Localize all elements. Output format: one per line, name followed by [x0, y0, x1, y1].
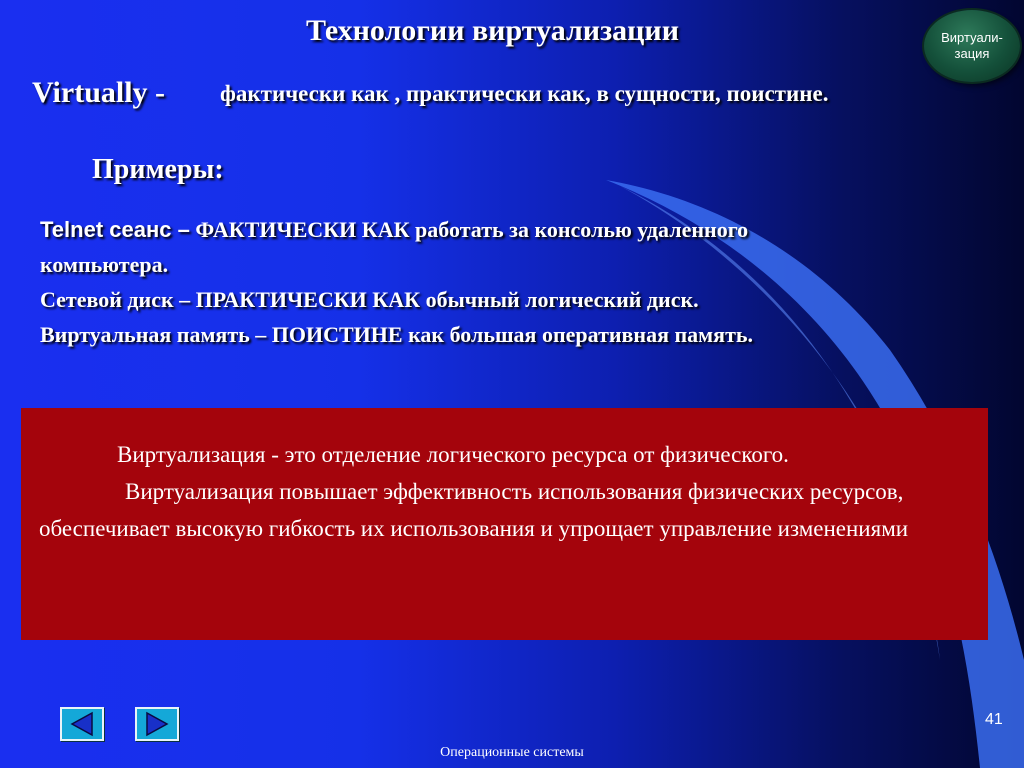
example-telnet-continuation: компьютера. [40, 252, 169, 277]
virtually-meaning: фактически как , практически как, в сущности, поистине. [220, 81, 829, 106]
examples-heading: Примеры: [92, 154, 224, 185]
badge-line-1: Виртуали- [941, 30, 1003, 45]
page-number: 41 [985, 711, 1003, 728]
virtually-term: Virtually - [32, 76, 166, 109]
definition-paragraph-2: Виртуализация повышает эффективность использования физических ресурсов, обеспечивает высокую гибкость их использования и упрощает управление изменениями [39, 479, 909, 541]
examples-list [40, 212, 1000, 352]
slide-title: Технологии виртуализации [305, 14, 679, 47]
example-virtual-memory: Виртуальная память – ПОИСТИНЕ как большая оперативная память. [40, 322, 754, 347]
triangle-left-icon [62, 709, 102, 739]
previous-slide-button[interactable] [60, 707, 104, 741]
next-slide-button[interactable] [135, 707, 179, 741]
definition-box [21, 408, 988, 640]
telnet-description: ФАКТИЧЕСКИ КАК работать за консолью удаленного [195, 217, 749, 242]
triangle-right-icon [137, 709, 177, 739]
badge-line-2: зация [954, 46, 990, 61]
section-badge [924, 10, 1020, 82]
example-network-disk: Сетевой диск – ПРАКТИЧЕСКИ КАК обычный логический диск. [40, 287, 699, 312]
example-telnet [40, 212, 1000, 247]
definition-paragraph-1: Виртуализация - это отделение логического ресурса от физического. [117, 442, 789, 467]
telnet-prefix: Telnet сеанс – [40, 217, 190, 242]
footer-text: Операционные системы [440, 745, 584, 760]
